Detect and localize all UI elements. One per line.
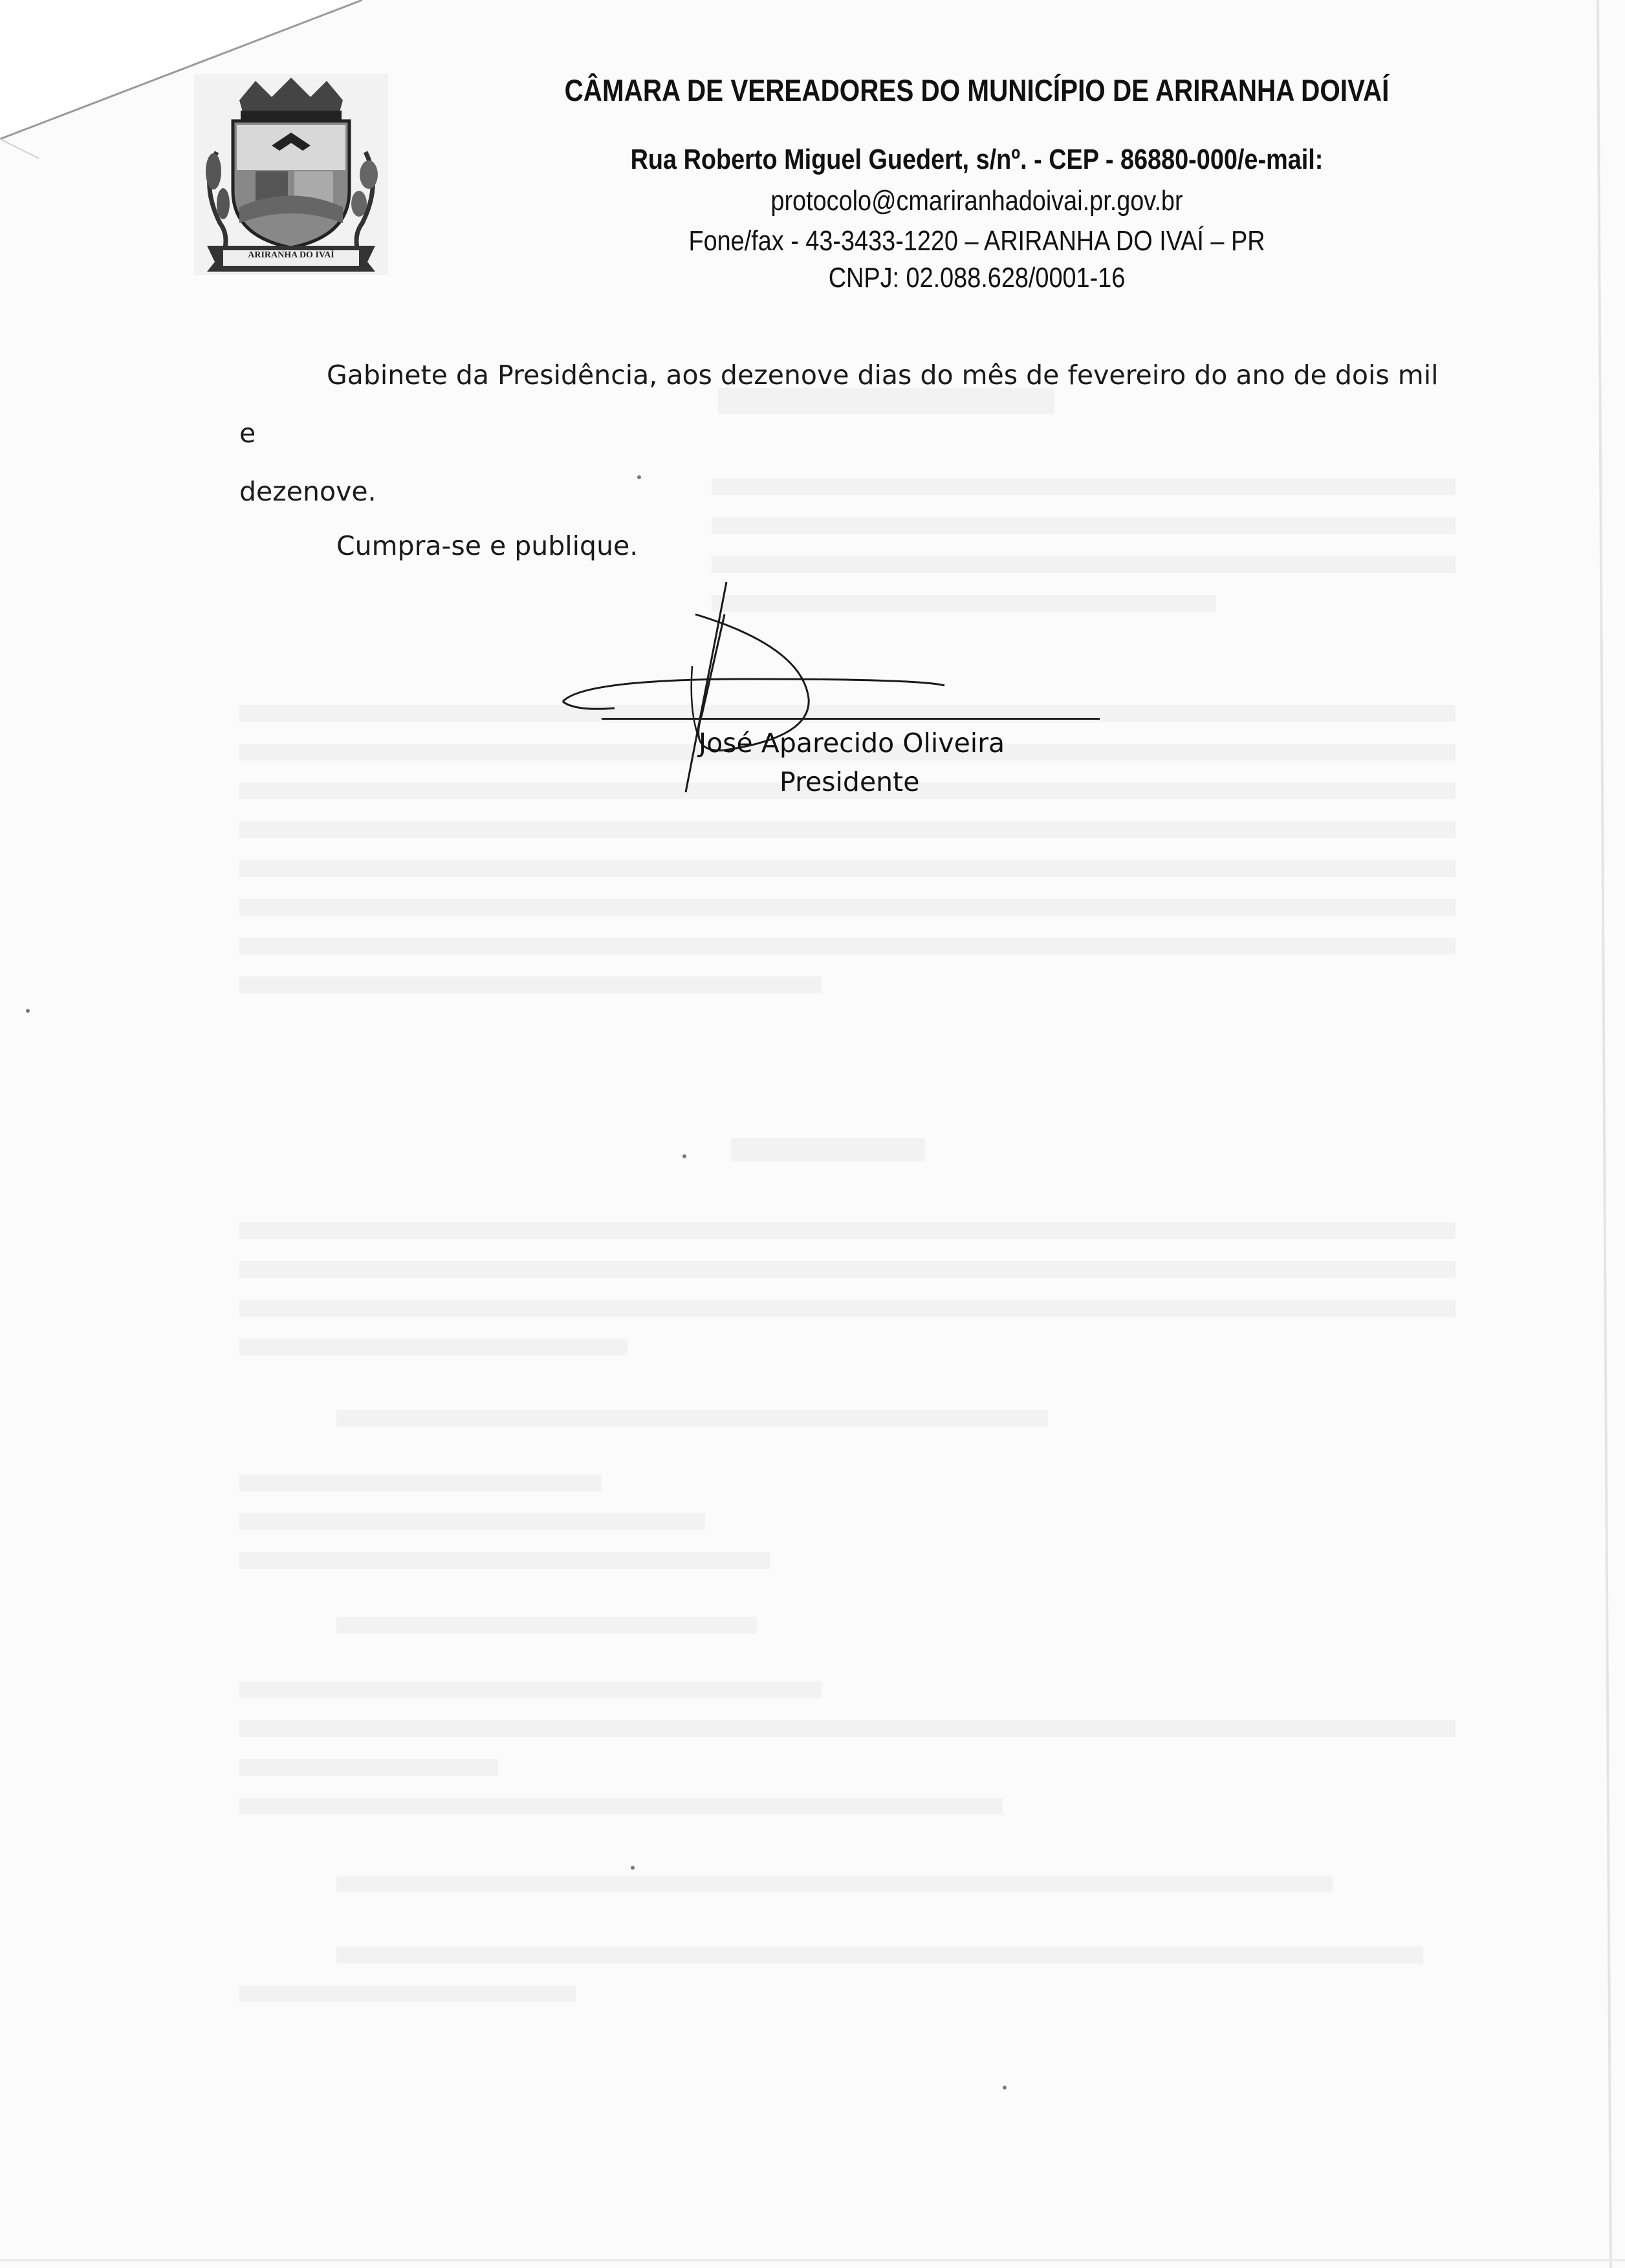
scan-speck [1003,2086,1007,2090]
scan-speck [637,475,641,479]
signatory-role: Presidente [780,766,920,797]
scan-speck [26,1009,30,1013]
scan-speck [682,1154,686,1158]
cnpj-line: CNPJ: 02.088.628/0001-16 [828,262,1126,294]
institution-title: CÂMARA DE VEREADORES DO MUNICÍPIO DE ARIRANHA DOIVAÍ [564,73,1390,107]
phone-line: Fone/fax - 43-3433-1220 – ARIRANHA DO IVAÍ – PR [688,225,1265,257]
date-line-1: Gabinete da Presidência, aos dezenove dias do mês de fevereiro do ano de dois mil e [239,360,1439,449]
closing-statement: Cumpra-se e publique. [336,530,638,561]
scan-speck [631,1866,635,1870]
email-line: protocolo@cmariranhadoivai.pr.gov.br [770,185,1183,217]
signature-line [602,718,1100,720]
crest-caption: ARIRANHA DO IVAÍ [248,250,334,260]
signatory-name: José Aparecido Oliveira [699,728,1005,759]
address-line: Rua Roberto Miguel Guedert, s/nº. - CEP - 86880-000/e-mail: [630,144,1324,175]
date-line-2: dezenove. [239,476,376,507]
date-paragraph [239,346,1456,521]
